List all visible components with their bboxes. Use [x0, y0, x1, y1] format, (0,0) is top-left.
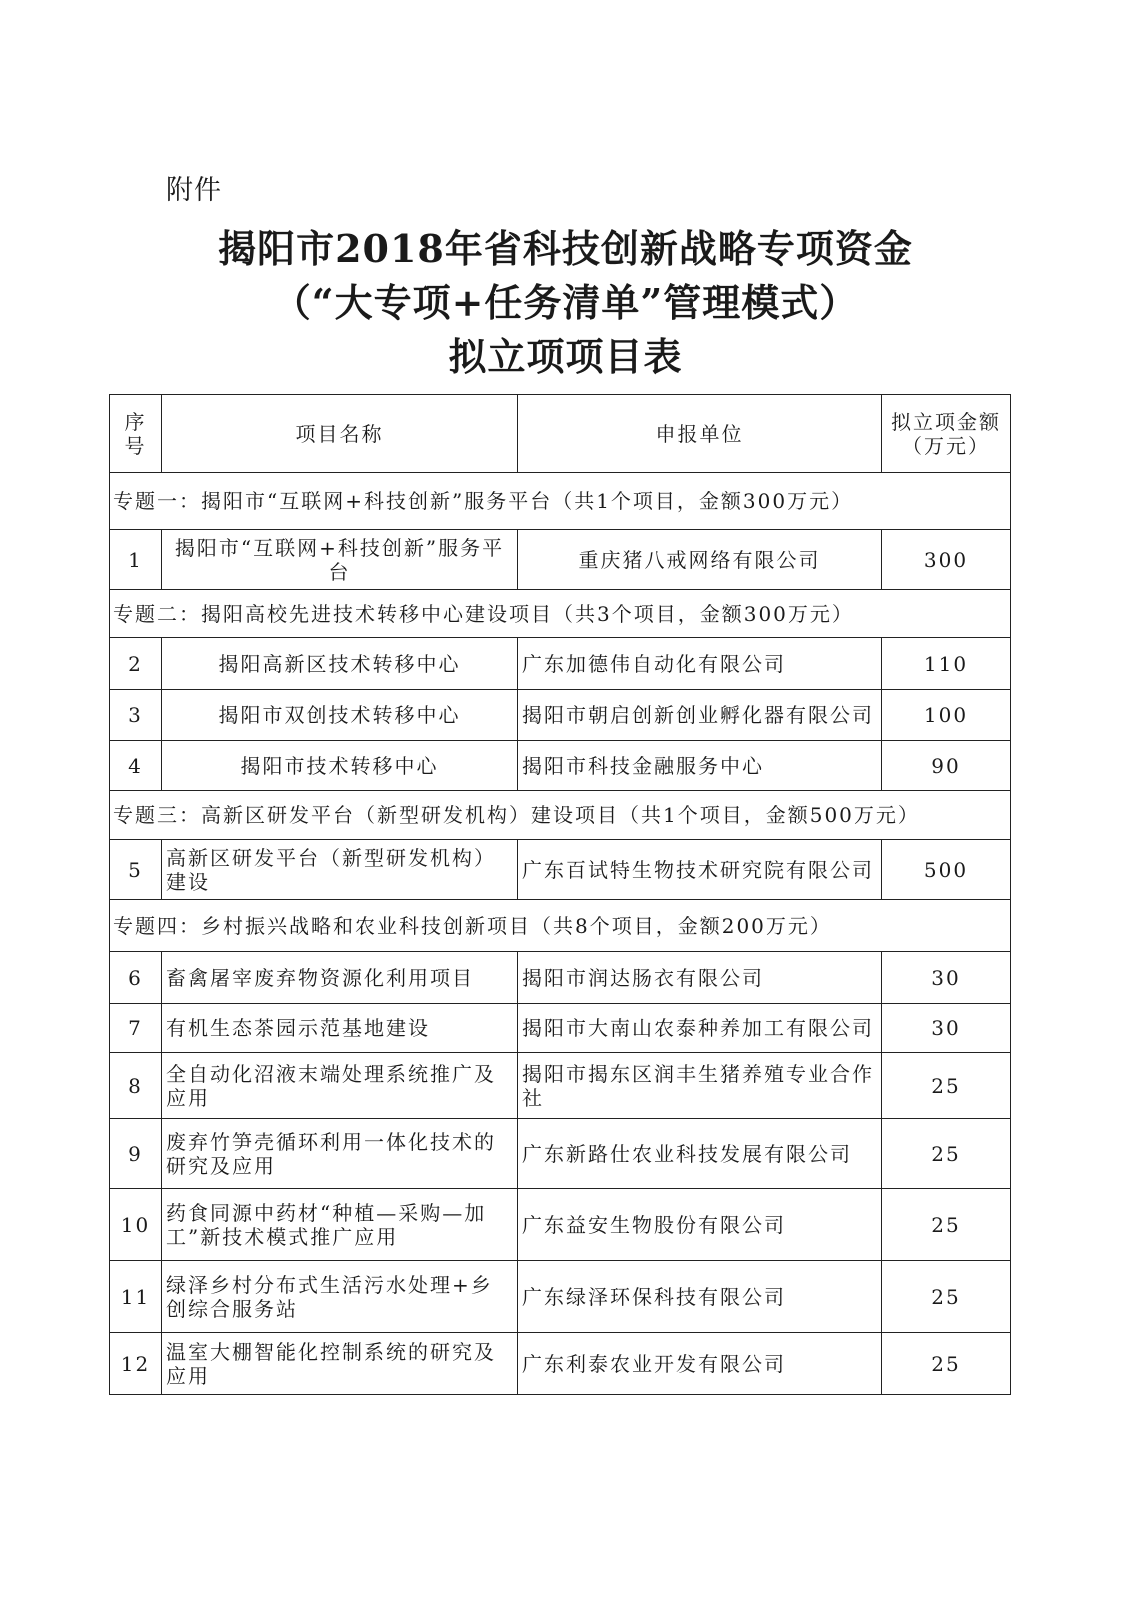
row-amount: 90 — [882, 741, 1011, 791]
row-name: 药食同源中药材“种植—采购—加工”新技术模式推广应用 — [162, 1189, 518, 1261]
table-row — [110, 1261, 1011, 1333]
row-no: 2 — [110, 638, 162, 690]
table-row — [110, 1053, 1011, 1119]
table-row — [110, 741, 1011, 791]
section-title: 专题一：揭阳市“互联网+科技创新”服务平台（共1个项目，金额300万元） — [110, 473, 1011, 530]
row-unit: 揭阳市大南山农泰种养加工有限公司 — [518, 1004, 882, 1053]
header-no: 序号 — [110, 395, 162, 473]
row-amount: 25 — [882, 1261, 1011, 1333]
row-unit: 广东新路仕农业科技发展有限公司 — [518, 1119, 882, 1189]
header-amount — [882, 395, 1011, 473]
row-unit: 广东百试特生物技术研究院有限公司 — [518, 840, 882, 900]
section-title: 专题四：乡村振兴战略和农业科技创新项目（共8个项目，金额200万元） — [110, 900, 1011, 952]
row-unit: 揭阳市朝启创新创业孵化器有限公司 — [518, 690, 882, 741]
row-name: 废弃竹笋壳循环利用一体化技术的研究及应用 — [162, 1119, 518, 1189]
row-name: 揭阳高新区技术转移中心 — [162, 638, 518, 690]
table-row — [110, 952, 1011, 1004]
table-row — [110, 1004, 1011, 1053]
row-no: 8 — [110, 1053, 162, 1119]
row-name: 温室大棚智能化控制系统的研究及应用 — [162, 1333, 518, 1395]
row-no: 11 — [110, 1261, 162, 1333]
row-name: 有机生态茶园示范基地建设 — [162, 1004, 518, 1053]
row-no: 5 — [110, 840, 162, 900]
row-unit: 广东益安生物股份有限公司 — [518, 1189, 882, 1261]
table-row — [110, 690, 1011, 741]
row-amount: 30 — [882, 952, 1011, 1004]
section-row — [110, 590, 1011, 638]
row-no: 7 — [110, 1004, 162, 1053]
row-amount: 300 — [882, 530, 1011, 590]
row-unit: 重庆猪八戒网络有限公司 — [518, 530, 882, 590]
row-unit: 广东绿泽环保科技有限公司 — [518, 1261, 882, 1333]
row-name: 揭阳市“互联网+科技创新”服务平台 — [162, 530, 518, 590]
row-amount: 25 — [882, 1333, 1011, 1395]
table-row — [110, 1119, 1011, 1189]
section-row — [110, 791, 1011, 840]
header-amount-line2: （万元） — [902, 433, 990, 458]
row-unit: 揭阳市科技金融服务中心 — [518, 741, 882, 791]
table-row — [110, 638, 1011, 690]
title-line-3: 拟立项项目表 — [448, 334, 683, 379]
row-amount: 25 — [882, 1119, 1011, 1189]
section-title: 专题三：高新区研发平台（新型研发机构）建设项目（共1个项目，金额500万元） — [110, 791, 1011, 840]
row-name: 畜禽屠宰废弃物资源化利用项目 — [162, 952, 518, 1004]
section-row — [110, 473, 1011, 530]
header-amount-line1: 拟立项金额 — [891, 409, 1001, 434]
row-no: 4 — [110, 741, 162, 791]
row-name: 绿泽乡村分布式生活污水处理+乡创综合服务站 — [162, 1261, 518, 1333]
section-row — [110, 900, 1011, 952]
row-no: 1 — [110, 530, 162, 590]
title-line-1: 揭阳市2018年省科技创新战略专项资金 — [218, 226, 913, 271]
row-unit: 广东加德伟自动化有限公司 — [518, 638, 882, 690]
header-name: 项目名称 — [162, 395, 518, 473]
document-title — [0, 222, 1131, 384]
row-unit: 广东利泰农业开发有限公司 — [518, 1333, 882, 1395]
row-unit: 揭阳市润达肠衣有限公司 — [518, 952, 882, 1004]
row-no: 6 — [110, 952, 162, 1004]
row-amount: 100 — [882, 690, 1011, 741]
row-name: 揭阳市双创技术转移中心 — [162, 690, 518, 741]
row-no: 12 — [110, 1333, 162, 1395]
row-amount: 25 — [882, 1053, 1011, 1119]
table-row — [110, 530, 1011, 590]
row-no: 10 — [110, 1189, 162, 1261]
table-header-row — [110, 395, 1011, 473]
row-name: 全自动化沼液末端处理系统推广及应用 — [162, 1053, 518, 1119]
row-unit: 揭阳市揭东区润丰生猪养殖专业合作社 — [518, 1053, 882, 1119]
table-row — [110, 1333, 1011, 1395]
row-name: 揭阳市技术转移中心 — [162, 741, 518, 791]
table-row — [110, 1189, 1011, 1261]
section-title: 专题二：揭阳高校先进技术转移中心建设项目（共3个项目，金额300万元） — [110, 590, 1011, 638]
row-no: 9 — [110, 1119, 162, 1189]
row-amount: 30 — [882, 1004, 1011, 1053]
row-amount: 500 — [882, 840, 1011, 900]
row-amount: 110 — [882, 638, 1011, 690]
header-unit: 申报单位 — [518, 395, 882, 473]
row-name: 高新区研发平台（新型研发机构）建设 — [162, 840, 518, 900]
row-amount: 25 — [882, 1189, 1011, 1261]
title-line-2: （“大专项+任务清单”管理模式） — [272, 280, 859, 325]
table-row — [110, 840, 1011, 900]
row-no: 3 — [110, 690, 162, 741]
project-table — [109, 394, 1011, 1395]
attachment-label: 附件 — [166, 175, 222, 206]
